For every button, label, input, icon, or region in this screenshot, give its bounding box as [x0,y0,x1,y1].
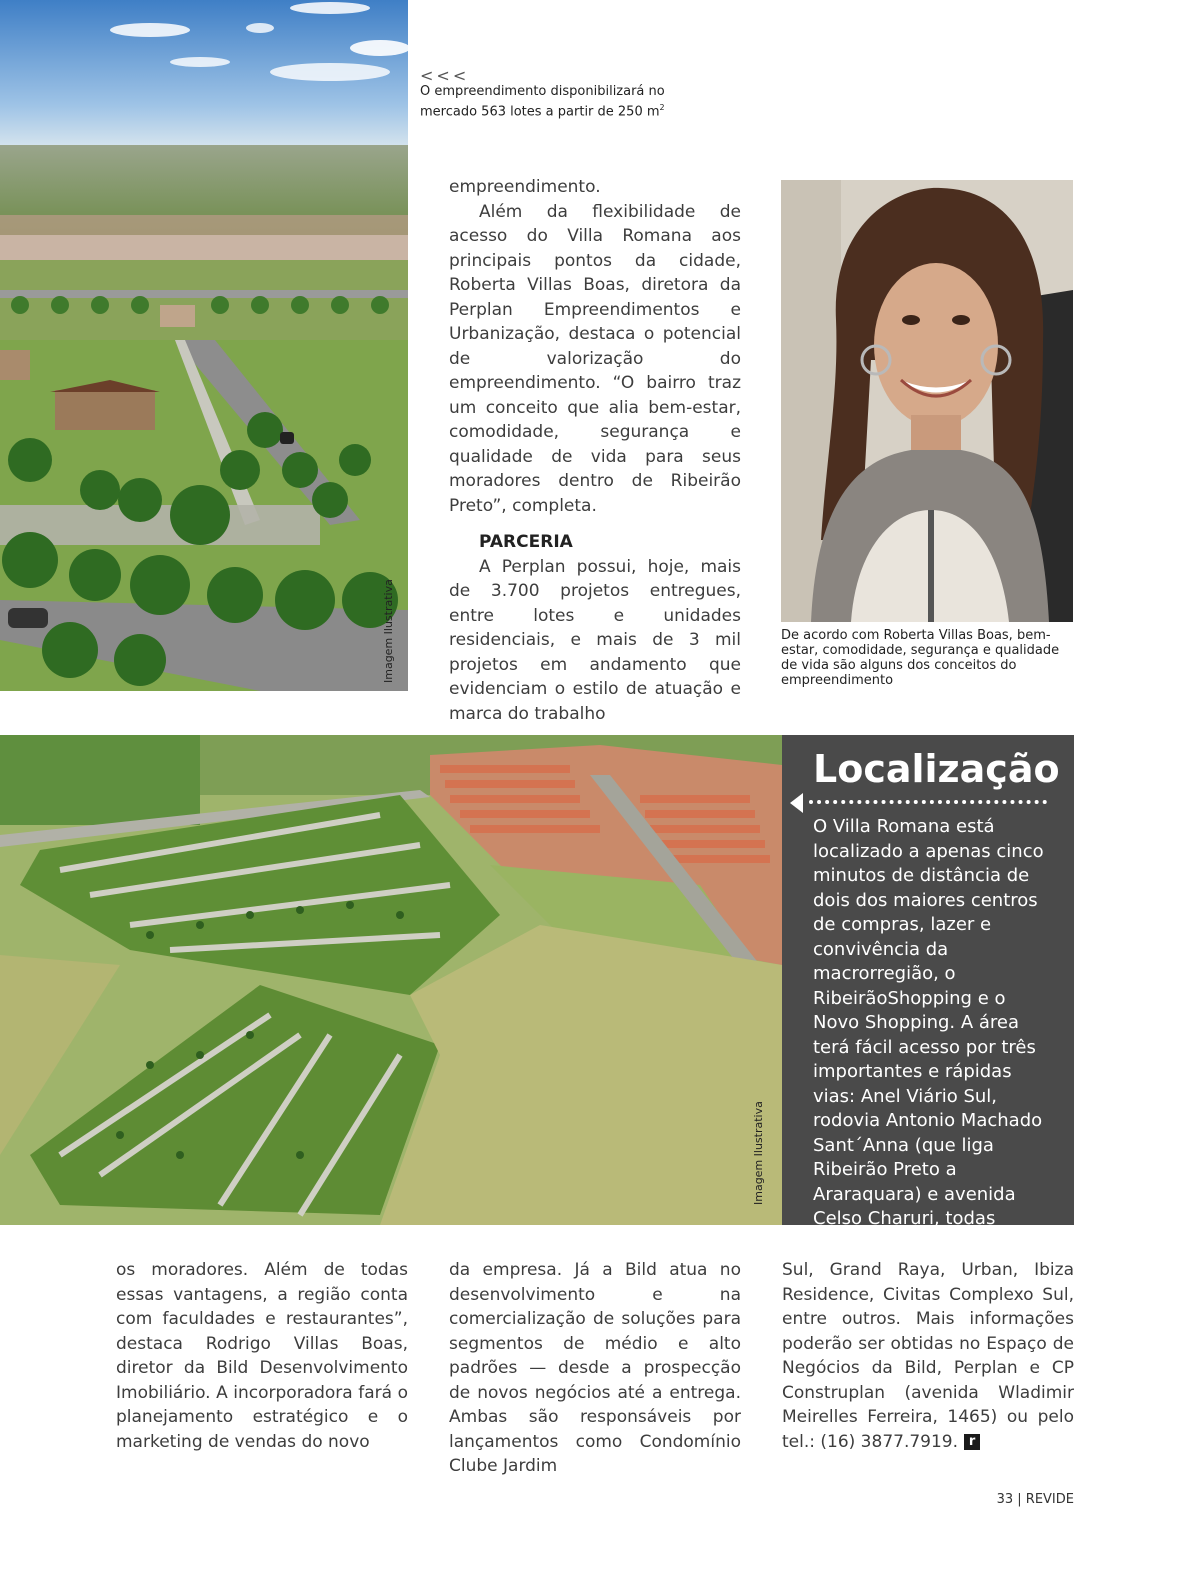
sidebar-title: Localização [813,747,1060,791]
article-column-top [449,175,741,726]
photo-credit: Imagem Ilustrativa [382,579,395,683]
article-paragraph: empreendimento. [449,177,601,197]
sidebar-text: O Villa Romana está localizado a apenas cinco minutos de distância de dois dos maiores centros de compras, lazer e convivência da macrorregião, o RibeirãoShopping e o Novo Shopping. A área terá fácil acesso por três importantes e rápidas vias: Anel Viário Sul, rodovia Antonio Machado Sant´Anna (que liga Ribeirão Preto a Araraquara) e avenida Celso Charuri, todas duplicadas. [813,816,1044,1254]
arrow-left-icon [790,793,803,813]
end-of-article-icon: r [964,1434,980,1450]
caption-line-1: O empreendimento disponibilizará no [420,84,665,99]
article-column-1 [116,1258,408,1454]
portrait-photo [781,180,1073,622]
page-footer: 33 | REVIDE [996,1492,1074,1507]
dotted-divider [809,800,1047,804]
section-heading: PARCERIA [479,532,573,552]
portrait-caption: De acordo com Roberta Villas Boas, bem-estar, comodidade, segurança e qualidade de vida são alguns dos conceitos do empreendimento [781,628,1060,688]
aerial-render-site [0,735,782,1225]
article-paragraph: da empresa. Já a Bild atua no desenvolvimento e na comercialização de soluções para segmentos de médio e alto padrões — desde a prospecção de novos negócios até a entrega. Ambas são responsáveis por lançamentos como Condomínio Clube Jardim [449,1260,741,1476]
article-column-3 [782,1258,1074,1454]
photo-caption [420,68,720,120]
aerial-render-street [0,0,408,691]
caption-arrows: <<< [420,66,470,85]
article-column-2 [449,1258,741,1479]
article-paragraph: A Perplan possui, hoje, mais de 3.700 projetos entregues, entre lotes e unidades residenciais, e mais de 3 mil projetos em andamento que evidenciam o estilo de atuação e marca do trabalho [449,556,741,724]
article-paragraph: Sul, Grand Raya, Urban, Ibiza Residence, Civitas Complexo Sul, entre outros. Mais informações poderão ser obtidas no Espaço de Negócios da Bild, Perplan e CP Construplan (avenida Wladimir Meirelles Ferreira, 1465) ou pelo tel.: (16) 3877.7919. [782,1260,1074,1452]
article-paragraph: os moradores. Além de todas essas vantagens, a região conta com faculdades e restaurantes”, destaca Rodrigo Villas Boas, diretor da Bild Desenvolvimento Imobiliário. A incorporadora fará o planejamento estratégico e o marketing de vendas do novo [116,1260,408,1452]
caption-superscript: 2 [659,103,665,112]
photo-credit: Imagem Ilustrativa [752,1101,765,1205]
location-sidebar [782,735,1074,1254]
caption-line-2: mercado 563 lotes a partir de 250 m [420,104,660,120]
article-paragraph: Além da flexibilidade de acesso do Villa Romana aos principais pontos da cidade, Roberta Villas Boas, diretora da Perplan Empreendimentos e Urbanização, destaca o potencial de valorização do empreendimento. “O bairro traz um conceito que alia bem-estar, comodidade, segurança e qualidade de vida para seus moradores dentro de Ribeirão Preto”, completa. [449,201,741,516]
